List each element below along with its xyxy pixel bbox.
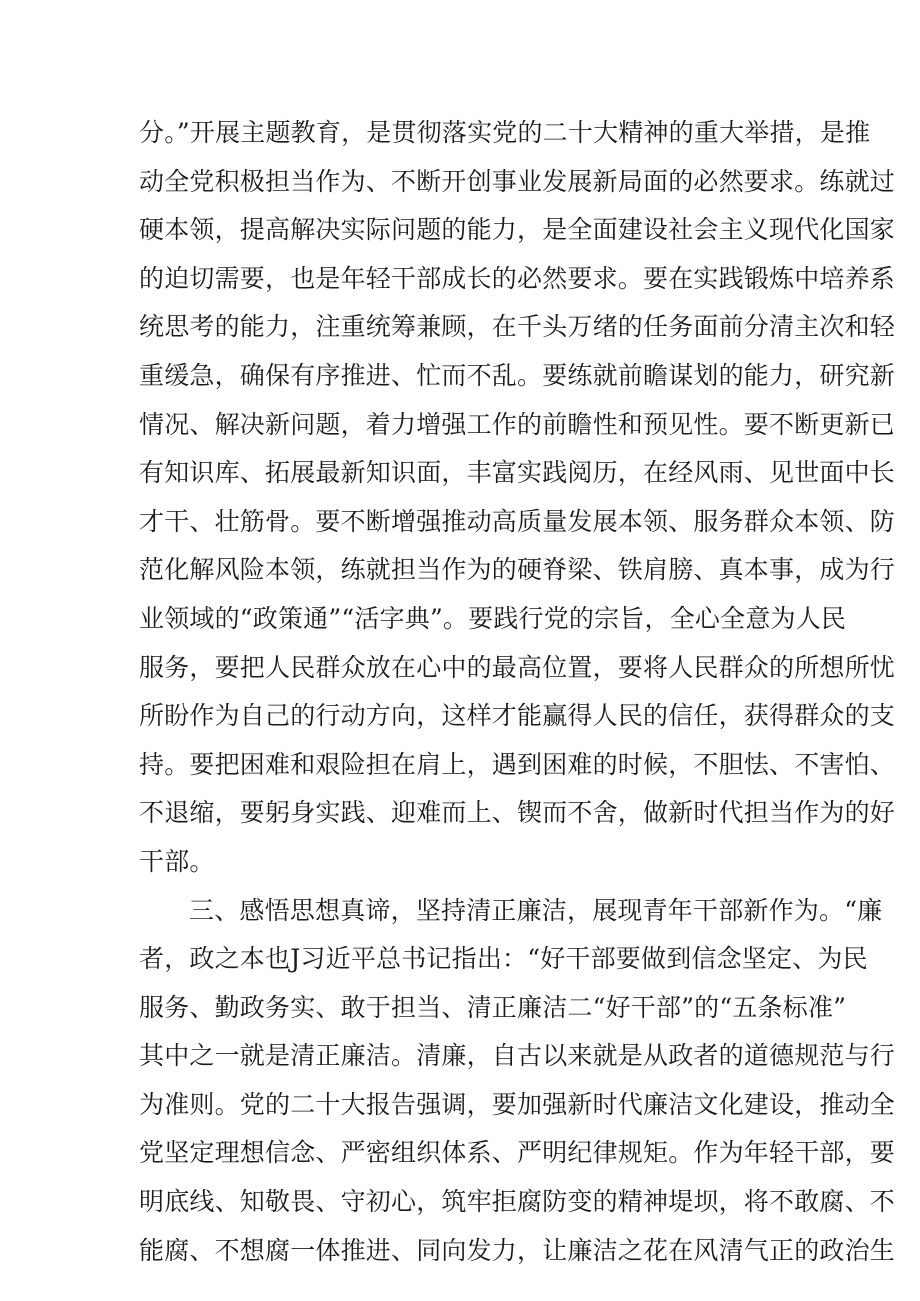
- text-line: 硬本领，提高解决实际问题的能力，是全面建设社会主义现代化国家: [139, 215, 896, 245]
- text-line: 不退缩，要躬身实践、迎难而上、锲而不舍，做新时代担当作为的好: [139, 798, 896, 828]
- text-line: 情况、解决新问题，着力增强工作的前瞻性和预见性。要不断更新已: [139, 409, 896, 439]
- text-line: 业领域的“政策通”“活字典”。要践行党的宗旨，全心全意为人民: [139, 603, 847, 633]
- text-line: 党坚定理想信念、严密组织体系、严明纪律规矩。作为年轻干部，要: [139, 1138, 896, 1168]
- section-heading-line: 三、感悟思想真谛，坚持清正廉洁，展现青年干部新作为。“廉: [189, 895, 883, 925]
- text-line: 所盼作为自己的行动方向，这样才能赢得人民的信任，获得群众的支: [139, 701, 896, 731]
- text-line: 明底线、知敬畏、守初心，筑牢拒腐防变的精神堤坝，将不敢腐、不: [139, 1187, 896, 1217]
- text-line: 有知识库、拓展最新知识面，丰富实践阅历，在经风雨、见世面中长: [139, 458, 896, 488]
- text-line: 服务、勤政务实、敢于担当、清正廉洁二“好干部”的“五条标准”: [139, 992, 847, 1022]
- text-line: 才干、壮筋骨。要不断增强推动高质量发展本领、服务群众本领、防: [139, 506, 896, 536]
- text-line: 服务，要把人民群众放在心中的最高位置，要将人民群众的所想所忧: [139, 652, 896, 682]
- text-line: 统思考的能力，注重统筹兼顾，在千头万绪的任务面前分清主次和轻: [139, 312, 896, 342]
- text-line: 为准则。党的二十大报告强调，要加强新时代廉洁文化建设，推动全: [139, 1089, 896, 1119]
- document-body: [139, 109, 896, 1275]
- text-line: 分。”开展主题教育，是贯彻落实党的二十大精神的重大举措，是推: [139, 118, 871, 147]
- text-line: 重缓急，确保有序推进、忙而不乱。要练就前瞻谋划的能力，研究新: [139, 360, 896, 390]
- text-line: 持。要把困难和艰险担在肩上，遇到困难的时候，不胆怯、不害怕、: [139, 749, 896, 779]
- text-line: 干部。: [139, 846, 215, 876]
- text-line: 能腐、不想腐一体推进、同向发力，让廉洁之花在风清气正的政治生: [139, 1235, 896, 1265]
- text-line: 的迫切需要，也是年轻干部成长的必然要求。要在实践锻炼中培养系: [139, 263, 896, 293]
- text-line: 者，政之本也J习近平总书记指出：“好干部要做到信念坚定、为民: [139, 944, 868, 974]
- text-line: 其中之一就是清正廉洁。清廉，自古以来就是从政者的道德规范与行: [139, 1041, 896, 1071]
- text-line: 范化解风险本领，练就担当作为的硬脊梁、铁肩膀、真本事，成为行: [139, 555, 896, 585]
- text-line: 动全党积极担当作为、不断开创事业发展新局面的必然要求。练就过: [139, 166, 896, 196]
